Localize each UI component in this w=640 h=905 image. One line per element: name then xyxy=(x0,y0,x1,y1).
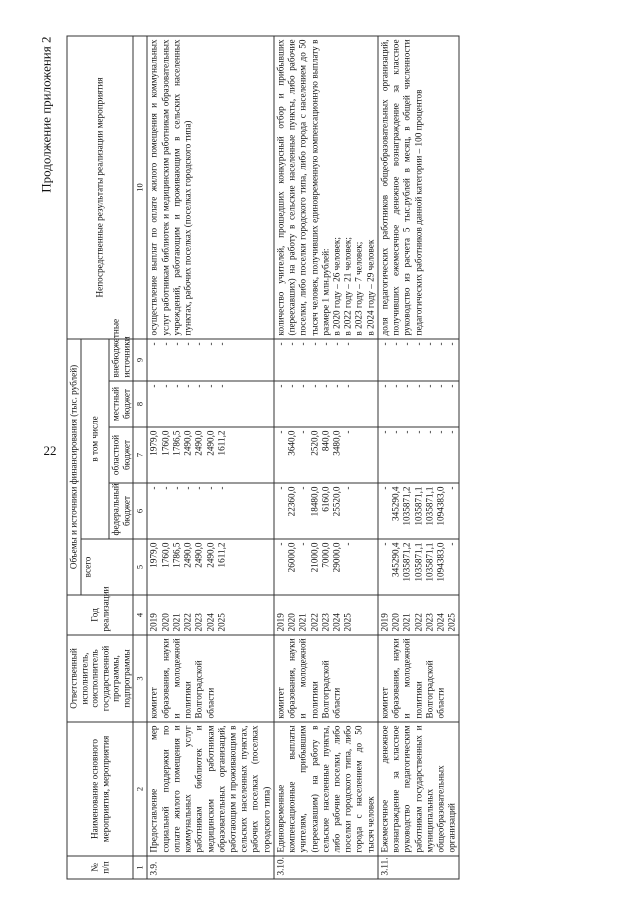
activity-name: Ежемесячное денежное вознаграждение за классное руководство педагогическим работникам государственных и муниципальных общеобразовательных организаций xyxy=(378,722,460,856)
regional-amounts: - - - - - - - xyxy=(378,427,460,483)
header-funding: Объемы и источники финансирования (тыс. рублей) xyxy=(67,339,81,595)
row-number: 3.9. xyxy=(147,856,273,879)
responsible-executor: комитет образования, науки и молодежной политики Волгоградской области xyxy=(147,635,273,722)
years: 2019 2020 2021 2022 2023 2024 2025 xyxy=(147,595,273,635)
local-amounts: - - - - - - - xyxy=(378,381,460,427)
header-name: Наименование основного мероприятия, мероприятия xyxy=(67,722,133,856)
header-no: № п/п xyxy=(67,856,133,879)
column-index: 9 xyxy=(133,339,147,381)
result-line: в 2024 году – 29 человек xyxy=(365,239,376,336)
header-federal: федеральный бюджет xyxy=(109,483,133,539)
activity-name: Единовременные компенсационные выплаты учителям, прибывшим (переехавшим) на работу в сельские населенные пункты, либо рабочие поселки, либо поселки городского типа, либо города с населением до 50 тысяч человек xyxy=(274,722,378,856)
table-row xyxy=(274,36,378,879)
total-amounts: 1979,0 1760,0 1786,5 2490,0 2490,0 2490,0 1611,2 xyxy=(147,539,273,595)
column-index-row xyxy=(133,36,147,879)
header-including: в том числе xyxy=(81,339,110,539)
years: 2019 2020 2021 2022 2023 2024 2025 xyxy=(378,595,460,635)
federal-amounts: - 345290,4 1035871,2 1035871,1 1035871,1 1094383,0 - xyxy=(378,483,460,539)
total-amounts: - 26000,0 - 21000,0 7000,0 29000,0 - xyxy=(274,539,378,595)
responsible-executor: комитет образования, науки и молодежной политики Волгоградской области xyxy=(378,635,460,722)
column-index: 7 xyxy=(133,427,147,483)
activity-result xyxy=(147,36,273,339)
program-table xyxy=(67,35,460,879)
header-extrabudget: внебюджетные источники xyxy=(109,339,133,381)
regional-amounts: - 3640,0 - 2520,0 840,0 3480,0 - xyxy=(274,427,378,483)
column-index: 10 xyxy=(133,36,147,339)
years: 2019 2020 2021 2022 2023 2024 2025 xyxy=(274,595,378,635)
column-index: 4 xyxy=(133,595,147,635)
continuation-title: Продолжение приложения 2 xyxy=(38,36,54,193)
column-index: 2 xyxy=(133,722,147,856)
result-line: осуществление выплат по оплате жилого помещения и коммунальных услуг работникам библиотек и медицинским работникам образовательных учреждений, работающим и проживающим в сельских населенных пунктах, рабочих поселках (поселках городского типа) xyxy=(148,39,193,336)
row-number: 3.10. xyxy=(274,856,378,879)
page-number: 22 xyxy=(43,443,57,458)
column-index: 6 xyxy=(133,483,147,539)
table-row xyxy=(378,36,460,879)
header-result: Непосредственные результаты реализации мероприятия xyxy=(67,36,133,339)
result-line: в 2022 году – 21 человек; xyxy=(342,237,353,336)
local-amounts: - - - - - - - xyxy=(147,381,273,427)
column-index: 1 xyxy=(133,856,147,879)
regional-amounts: 1979,0 1760,0 1786,5 2490,0 2490,0 2490,0 1611,2 xyxy=(147,427,273,483)
header-responsible: Ответственный исполнитель, соисполнитель государственной программы, подпрограммы xyxy=(67,635,133,722)
extrabudget-amounts: - - - - - - - xyxy=(147,339,273,381)
column-index: 5 xyxy=(133,539,147,595)
column-index: 8 xyxy=(133,381,147,427)
result-line: количество учителей, прошедших конкурсный отбор и прибывших (переехавших) на работу в сельские населенные пункты, либо рабочие поселки, либо поселки городского типа, либо города с населением до 50 тысяч человек, получивших единовременную компенсационную выплату в размере 1 млн.рублей: xyxy=(275,39,331,336)
result-line: в 2023 году – 7 человек; xyxy=(353,241,364,336)
total-amounts: - 345290,4 1035871,2 1035871,1 1035871,1 1094383,0 - xyxy=(378,539,460,595)
activity-result xyxy=(378,36,460,339)
result-line: в 2020 году – 26 человек; xyxy=(331,237,342,336)
table-row xyxy=(147,36,273,879)
header-year: Год реализации xyxy=(67,595,133,635)
federal-amounts: - - - - - - - xyxy=(147,483,273,539)
header-total: всего xyxy=(81,539,134,595)
header-regional: областной бюджет xyxy=(109,427,133,483)
federal-amounts: - 22360,0 - 18480,0 6160,0 25520,0 - xyxy=(274,483,378,539)
extrabudget-amounts: - - - - - - - xyxy=(274,339,378,381)
extrabudget-amounts: - - - - - - - xyxy=(378,339,460,381)
local-amounts: - - - - - - - xyxy=(274,381,378,427)
column-index: 3 xyxy=(133,635,147,722)
activity-result xyxy=(274,36,378,339)
activity-name: Предоставление мер социальной поддержки по оплате жилого помещения и коммунальных услуг работникам библиотек и медицинским работникам образовательных организаций, работающим и проживающим в сельских населенных пунктах, рабочих поселках (поселках городского типа) xyxy=(147,722,273,856)
row-number: 3.11. xyxy=(378,856,460,879)
result-line: доля педагогических работников общеобразовательных организаций, получивших ежемесячное денежное вознаграждение за классное руководство из расчета 5 тыс.рублей в месяц, в общей численности педагогических работников данной категории – 100 процентов xyxy=(379,39,423,336)
rotated-table-sheet xyxy=(31,31,581,886)
responsible-executor: комитет образования, науки и молодежной политики Волгоградской области xyxy=(274,635,378,722)
header-local: местный бюджет xyxy=(109,381,133,427)
